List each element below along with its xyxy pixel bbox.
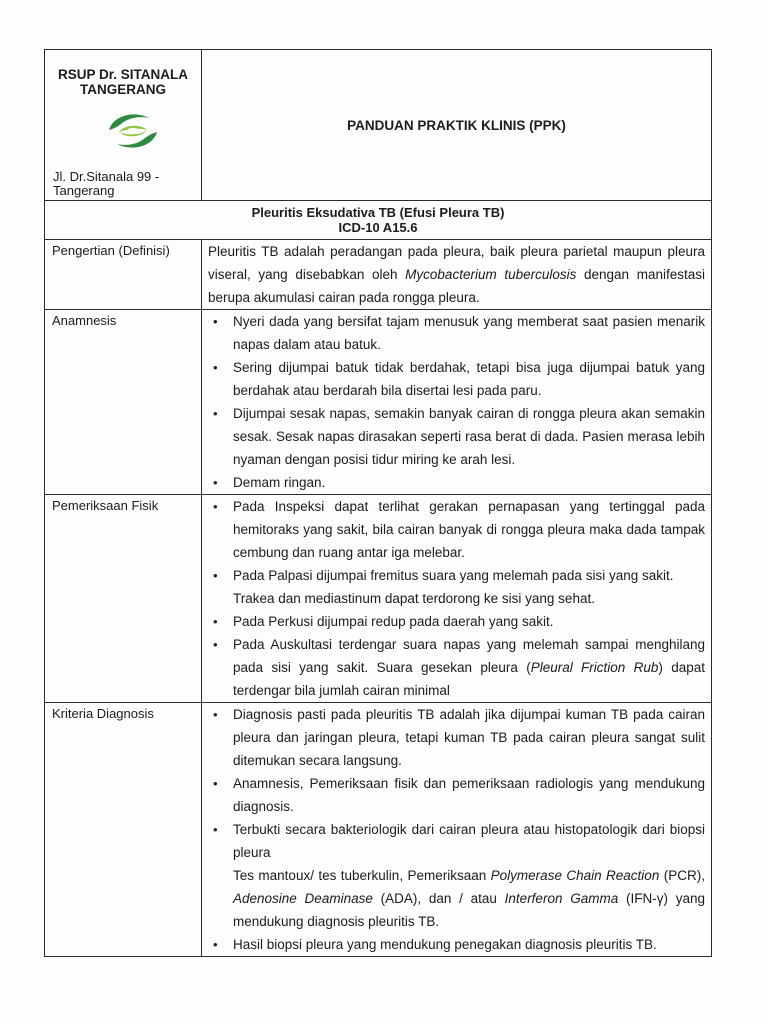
bullet-icon: • (213, 637, 218, 652)
bullet-icon: • (213, 776, 218, 791)
section-row-pemeriksaan-fisik (45, 495, 712, 703)
bullet-icon: • (213, 314, 218, 329)
bullet-icon: • (213, 475, 218, 490)
anamnesis-list (208, 310, 705, 494)
list-item: • Sering dijumpai batuk tidak berdahak, tetapi bisa juga dijumpai batuk yang berdahak atau berdarah bila disertai lesi pada paru. (208, 356, 705, 402)
section-body-anamnesis (202, 310, 712, 495)
list-item-continuation: Tes mantoux/ tes tuberkulin, Pemeriksaan Polymerase Chain Reaction (PCR), Adenosine Deaminase (ADA), dan / atau Interferon Gamma (IFN-γ) yang mendukung diagnosis pleuritis TB. (233, 868, 705, 929)
bullet-icon: • (213, 360, 218, 375)
icd-code: ICD-10 A15.6 (338, 220, 418, 235)
bullet-icon: • (213, 822, 218, 837)
bullet-icon: • (213, 937, 218, 952)
bullet-icon: • (213, 568, 218, 583)
list-item: • Dijumpai sesak napas, semakin banyak cairan di rongga pleura akan semakin sesak. Sesak napas dirasakan seperti rasa berat di dada. Pasien merasa lebih nyaman dengan posisi tidur miring ke arah lesi. (208, 402, 705, 471)
list-item: • Pada Perkusi dijumpai redup pada daerah yang sakit. (208, 610, 705, 633)
document-title-cell (202, 50, 712, 201)
bullet-icon: • (213, 406, 218, 421)
hospital-identity-cell (45, 50, 202, 201)
section-label-anamnesis: Anamnesis (45, 310, 202, 495)
hospital-name (45, 67, 201, 97)
list-item: • Pada Auskultasi terdengar suara napas yang melemah sampai menghilang pada sisi yang sakit. Suara gesekan pleura (Pleural Friction Rub) dapat terdengar bila jumlah cairan minimal (208, 633, 705, 702)
hospital-name-line2: TANGERANG (80, 82, 166, 97)
topic-cell (45, 201, 712, 240)
address-line2: Tangerang (53, 183, 115, 198)
section-row-kriteria-diagnosis (45, 703, 712, 957)
section-label-kriteria-diagnosis: Kriteria Diagnosis (45, 703, 202, 957)
section-body-pemeriksaan-fisik (202, 495, 712, 703)
physical-exam-list (208, 495, 705, 587)
list-item: • Demam ringan. (208, 471, 705, 494)
topic-row (45, 201, 712, 240)
section-body-definisi (202, 240, 712, 310)
list-item: • Pada Palpasi dijumpai fremitus suara yang melemah pada sisi yang sakit. (208, 564, 705, 587)
list-item: • Diagnosis pasti pada pleuritis TB adalah jika dijumpai kuman TB pada cairan pleura dan jaringan pleura, tetapi kuman TB pada cairan pleura sangat sulit ditemukan secara langsung. (208, 703, 705, 772)
hospital-address (53, 170, 159, 198)
topic-title: Pleuritis Eksudativa TB (Efusi Pleura TB) (251, 205, 505, 220)
section-label-pemeriksaan-fisik: Pemeriksaan Fisik (45, 495, 202, 703)
section-label-definisi: Pengertian (Definisi) (45, 240, 202, 310)
section-row-anamnesis (45, 310, 712, 495)
address-line1: Jl. Dr.Sitanala 99 - (53, 169, 160, 184)
bullet-icon: • (213, 499, 218, 514)
list-item-continuation: Trakea dan mediastinum dapat terdorong ke sisi yang sehat. (233, 591, 595, 606)
hospital-logo-icon (103, 108, 163, 154)
list-item: • Anamnesis, Pemeriksaan fisik dan pemeriksaan radiologis yang mendukung diagnosis. (208, 772, 705, 818)
physical-exam-list-cont (208, 610, 705, 702)
bullet-icon: • (213, 707, 218, 722)
hospital-name-line1: RSUP Dr. SITANALA (57, 67, 189, 82)
section-body-kriteria-diagnosis (202, 703, 712, 957)
diagnosis-criteria-list (208, 703, 705, 864)
bullet-icon: • (213, 614, 218, 629)
section-row-definisi (45, 240, 712, 310)
document-title: PANDUAN PRAKTIK KLINIS (PPK) (347, 118, 566, 133)
list-item: • Hasil biopsi pleura yang mendukung penegakan diagnosis pleuritis TB. (208, 933, 705, 956)
header-row (45, 50, 712, 201)
ppk-table (44, 49, 712, 957)
list-item: • Nyeri dada yang bersifat tajam menusuk yang memberat saat pasien menarik napas dalam atau batuk. (208, 310, 705, 356)
organism-name: Mycobacterium tuberculosis (405, 267, 577, 282)
list-item: • Pada Inspeksi dapat terlihat gerakan pernapasan yang tertinggal pada hemitoraks yang sakit, bila cairan banyak di rongga pleura maka dada tampak cembung dan ruang antar iga melebar. (208, 495, 705, 564)
list-item: • Terbukti secara bakteriologik dari cairan pleura atau histopatologik dari biopsi pleura (208, 818, 705, 864)
diagnosis-criteria-list-cont (208, 933, 705, 956)
definition-text: Pleuritis TB adalah peradangan pada pleura, baik pleura parietal maupun pleura viseral, yang disebabkan oleh Mycobacterium tuberculosis dengan manifestasi berupa akumulasi cairan pada rongga pleura. (208, 244, 705, 305)
